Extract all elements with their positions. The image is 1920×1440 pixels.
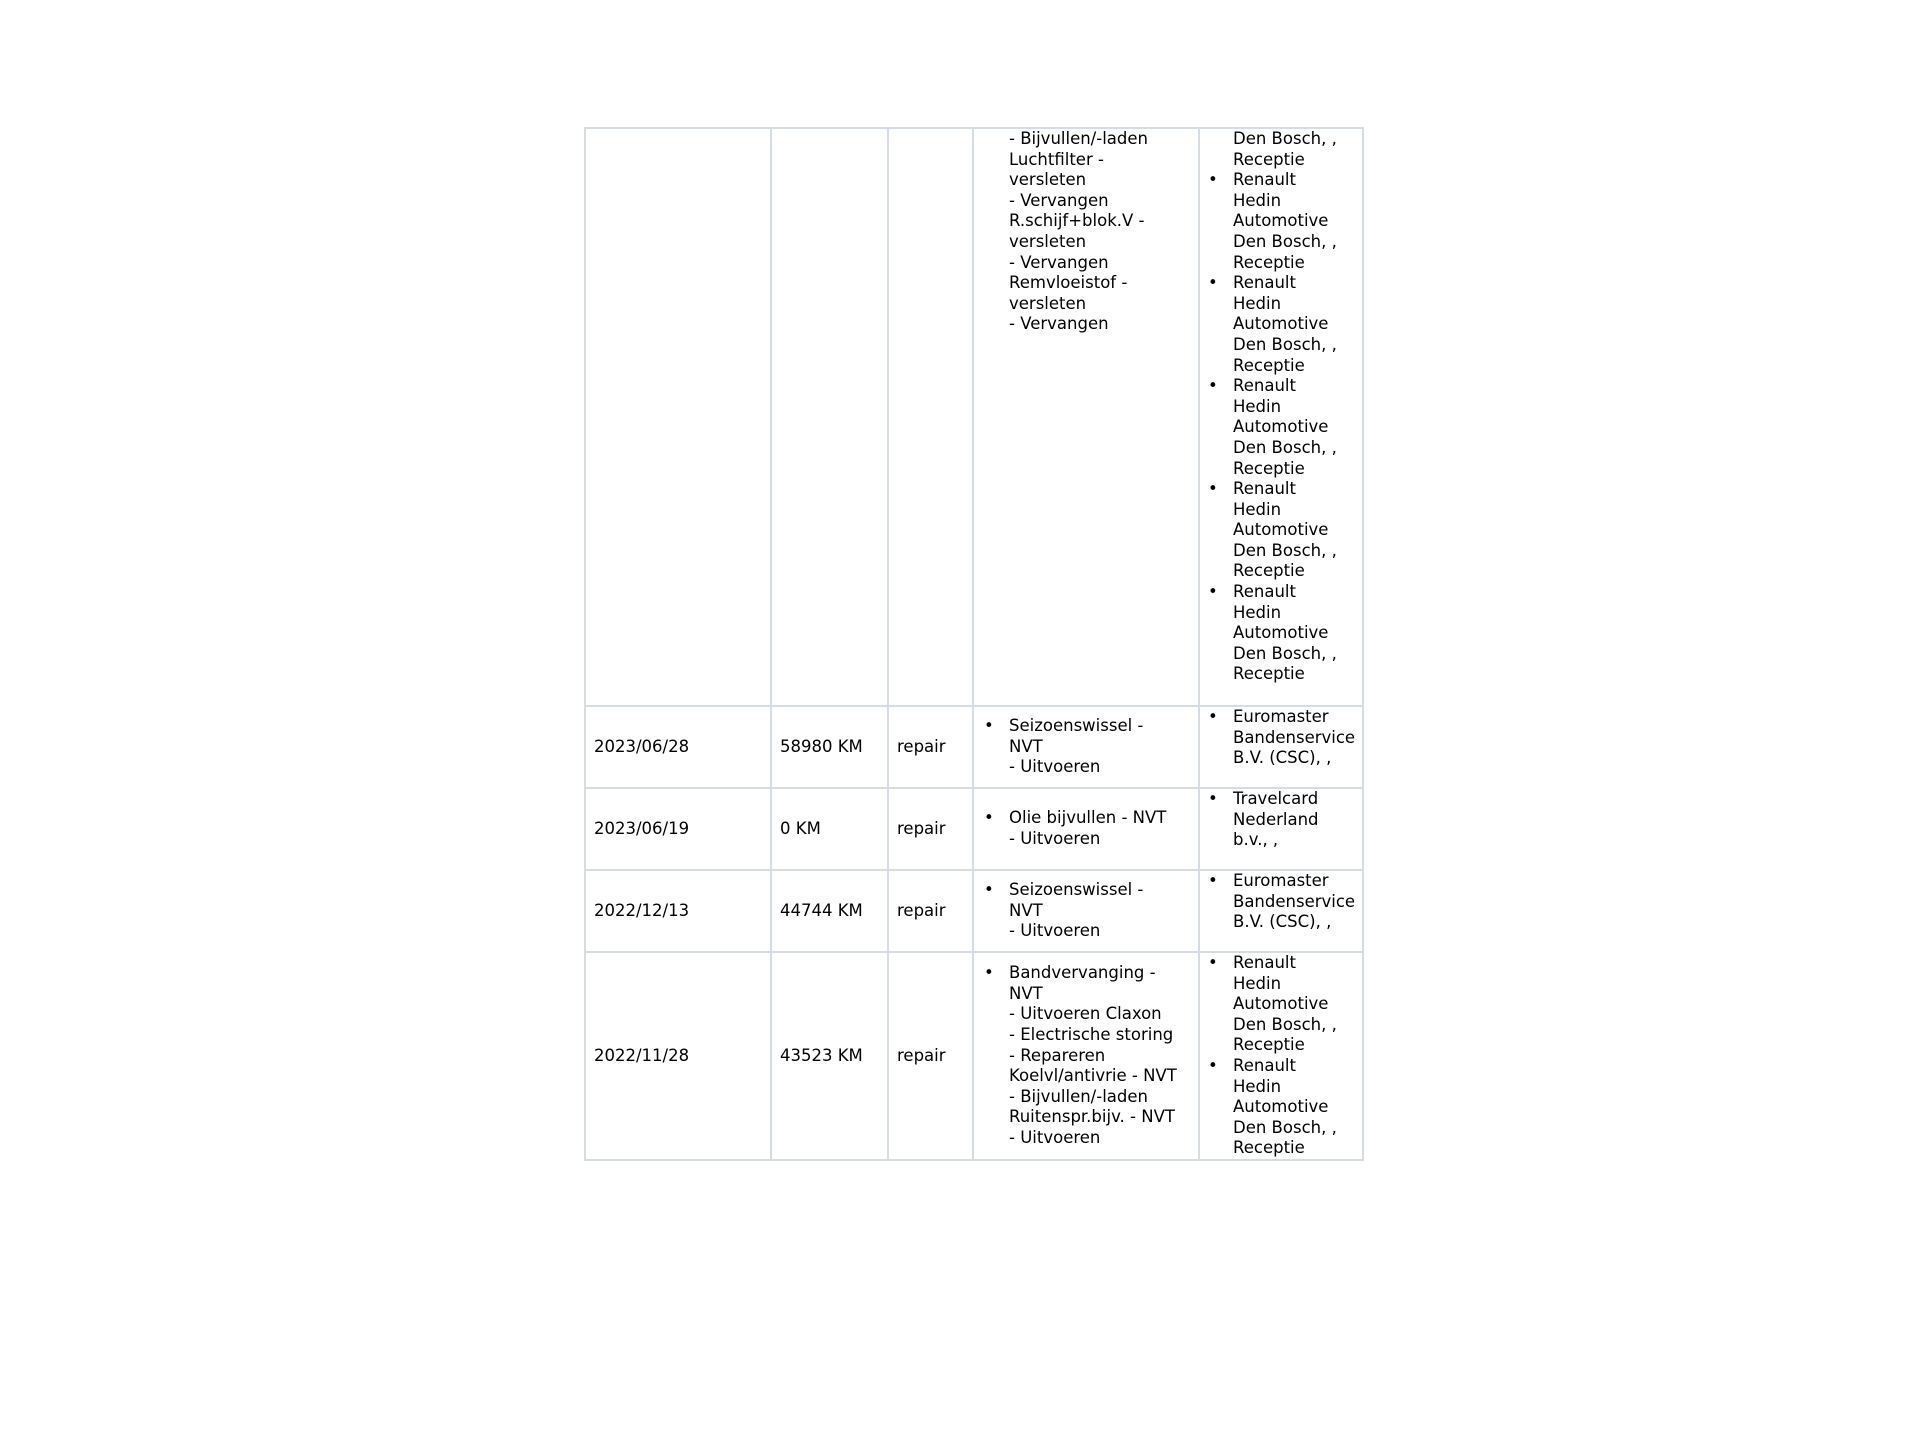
mileage-text: 43523 KM	[780, 1045, 863, 1065]
location-item	[1208, 582, 1356, 685]
location-text: • Renault Hedin Automotive Den Bosch, , Receptie	[1233, 582, 1337, 684]
location-text: • Travelcard Nederland b.v., ,	[1233, 789, 1319, 850]
date-cell	[585, 952, 771, 1160]
date-text: 2022/12/13	[594, 900, 690, 920]
services-list	[974, 716, 1198, 778]
location-item	[1208, 376, 1356, 479]
locations-list	[1200, 789, 1362, 851]
location-text: • Renault Hedin Automotive Den Bosch, , Receptie	[1233, 1055, 1337, 1158]
location-item	[1208, 707, 1356, 769]
mileage-cell	[771, 952, 888, 1160]
mileage-text: 58980 KM	[780, 736, 863, 756]
mileage-cell	[771, 128, 888, 706]
location-text: Den Bosch, , Receptie	[1233, 129, 1337, 169]
services-cell	[973, 952, 1199, 1160]
mileage-cell	[771, 870, 888, 952]
location-item-continued	[1208, 129, 1356, 170]
date-text: 2023/06/28	[594, 736, 690, 756]
service-item	[984, 808, 1190, 849]
type-text: repair	[897, 736, 946, 756]
mileage-text: 0 KM	[780, 818, 821, 838]
type-cell	[888, 128, 973, 706]
date-cell	[585, 788, 771, 870]
table-row	[585, 870, 1363, 952]
date-cell	[585, 870, 771, 952]
location-text: • Renault Hedin Automotive Den Bosch, , Receptie	[1233, 273, 1337, 375]
location-item	[1208, 871, 1356, 933]
locations-list	[1200, 707, 1362, 769]
date-text: 2022/11/28	[594, 1045, 690, 1065]
service-text: • Bandvervanging - NVT - Uitvoeren Claxon - Electrische storing - Repareren Koelvl/antivrie - NVT - Bijvullen/-laden Ruitenspr.bijv. - NVT - Uitvoeren	[1009, 963, 1177, 1148]
service-text: • Seizoenswissel - NVT - Uitvoeren	[1009, 880, 1144, 941]
locations-cell	[1199, 788, 1363, 870]
table-row	[585, 788, 1363, 870]
location-text: • Renault Hedin Automotive Den Bosch, , Receptie	[1233, 376, 1337, 478]
location-item	[1208, 1056, 1356, 1159]
services-cell	[973, 870, 1199, 952]
type-cell	[888, 952, 973, 1160]
location-item	[1208, 953, 1356, 1056]
mileage-cell	[771, 788, 888, 870]
date-cell	[585, 706, 771, 788]
table-row	[585, 952, 1363, 1160]
location-text: • Renault Hedin Automotive Den Bosch, , Receptie	[1233, 953, 1337, 1055]
location-item	[1208, 170, 1356, 273]
service-history-table	[584, 127, 1364, 1161]
type-text: repair	[897, 818, 946, 838]
service-item	[984, 716, 1190, 778]
type-cell	[888, 706, 973, 788]
table-row	[585, 706, 1363, 788]
locations-list	[1200, 871, 1362, 933]
locations-cell	[1199, 870, 1363, 952]
type-cell	[888, 788, 973, 870]
location-item	[1208, 479, 1356, 582]
locations-cell	[1199, 952, 1363, 1160]
table-row	[585, 128, 1363, 706]
date-cell	[585, 128, 771, 706]
service-item	[984, 880, 1190, 942]
locations-list	[1200, 129, 1362, 685]
service-item	[984, 963, 1190, 1148]
locations-cell	[1199, 706, 1363, 788]
location-item	[1208, 273, 1356, 376]
location-text: • Euromaster Bandenservice B.V. (CSC), ,	[1233, 871, 1356, 932]
location-text: • Renault Hedin Automotive Den Bosch, , Receptie	[1233, 479, 1337, 581]
services-cell	[973, 128, 1199, 706]
services-list	[974, 963, 1198, 1148]
services-cell	[973, 706, 1199, 788]
service-item	[984, 129, 1190, 335]
services-list	[974, 880, 1198, 942]
mileage-cell	[771, 706, 888, 788]
locations-list	[1200, 953, 1362, 1159]
locations-cell	[1199, 128, 1363, 706]
services-cell	[973, 788, 1199, 870]
services-list	[974, 808, 1198, 849]
date-text: 2023/06/19	[594, 818, 690, 838]
location-text: • Euromaster Bandenservice B.V. (CSC), ,	[1233, 707, 1356, 768]
services-list	[974, 129, 1198, 335]
type-text: repair	[897, 900, 946, 920]
location-item	[1208, 789, 1356, 851]
location-text: • Renault Hedin Automotive Den Bosch, , Receptie	[1233, 170, 1337, 272]
service-text: • Seizoenswissel - NVT - Uitvoeren	[1009, 716, 1144, 777]
service-text: - Bijvullen/-laden Luchtfilter - versleten - Vervangen R.schijf+blok.V - versleten - Vervangen Remvloeistof - versleten - Vervangen	[1009, 129, 1148, 334]
mileage-text: 44744 KM	[780, 900, 863, 920]
type-text: repair	[897, 1045, 946, 1065]
type-cell	[888, 870, 973, 952]
service-text: • Olie bijvullen - NVT - Uitvoeren	[1009, 808, 1167, 848]
